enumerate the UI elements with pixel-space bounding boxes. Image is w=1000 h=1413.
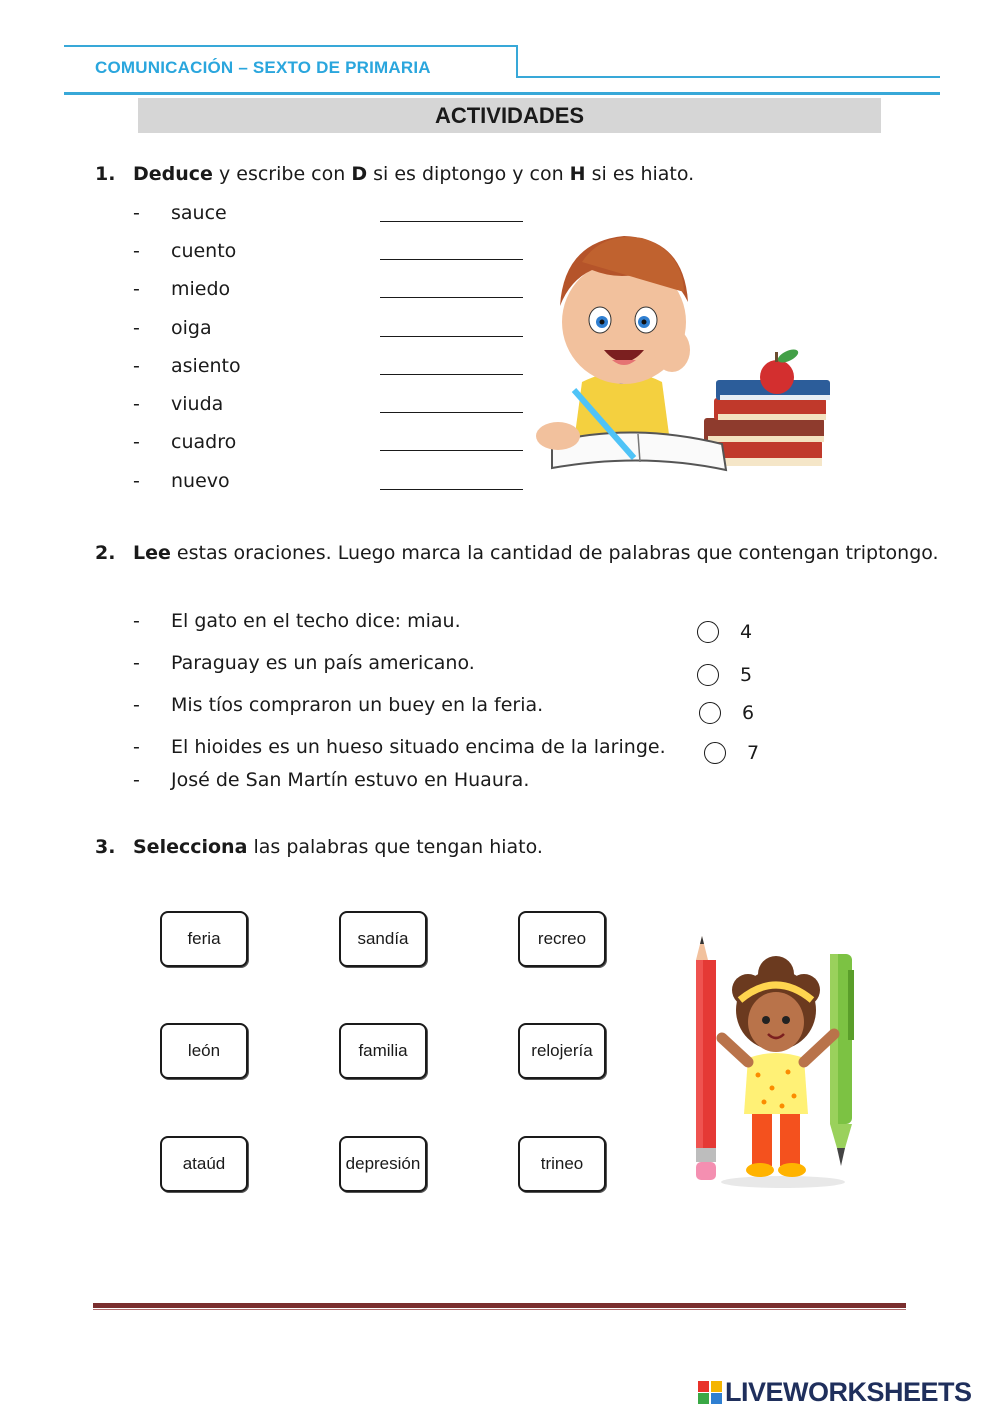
- option-radio[interactable]: [697, 664, 719, 686]
- answer-blank[interactable]: [380, 297, 523, 298]
- list-dash: -: [133, 240, 140, 262]
- boy-studying-illustration: [512, 222, 834, 484]
- sentence-item: [133, 736, 673, 760]
- list-dash: -: [133, 393, 140, 415]
- question-number: 1.: [95, 163, 116, 185]
- word-item: [133, 470, 533, 494]
- question-3: [95, 836, 795, 858]
- section-title: ACTIVIDADES: [434, 102, 585, 128]
- word-chip[interactable]: feria: [160, 911, 248, 967]
- answer-blank[interactable]: [380, 489, 523, 490]
- option-label: 6: [742, 702, 755, 724]
- word-chip[interactable]: relojería: [518, 1023, 606, 1079]
- word-item: [133, 355, 533, 379]
- girl-with-pencils-illustration: [688, 930, 878, 1192]
- list-dash: -: [133, 317, 140, 339]
- sentence-item: [133, 652, 673, 676]
- question-1-instruction: Deduce y escribe con D si es diptongo y con H si es hiato.: [133, 163, 695, 185]
- option-label: 5: [740, 664, 753, 686]
- option-radio[interactable]: [697, 621, 719, 643]
- question-2: [95, 542, 939, 564]
- word-chip[interactable]: recreo: [518, 911, 606, 967]
- word-item: [133, 240, 533, 264]
- word-chip[interactable]: ataúd: [160, 1136, 248, 1192]
- word-item: [133, 431, 533, 455]
- word-chip[interactable]: familia: [339, 1023, 427, 1079]
- header-line-top: [64, 45, 518, 47]
- header-line-step: [516, 45, 518, 78]
- word-item: [133, 393, 533, 417]
- word-chip[interactable]: trineo: [518, 1136, 606, 1192]
- answer-blank[interactable]: [380, 412, 523, 413]
- word-item: [133, 202, 533, 226]
- liveworksheets-logo-icon: [698, 1381, 722, 1405]
- sentence-item: [133, 769, 673, 793]
- header-line-right: [516, 76, 940, 78]
- sentence-text: El hioides es un hueso situado encima de la laringe.: [171, 736, 666, 758]
- course-title: COMUNICACIÓN – SEXTO DE PRIMARIA: [95, 58, 431, 77]
- list-dash: -: [133, 610, 140, 632]
- sentence-text: Paraguay es un país americano.: [171, 652, 475, 674]
- list-dash: -: [133, 736, 140, 758]
- word-item: [133, 317, 533, 341]
- answer-blank[interactable]: [380, 221, 523, 222]
- word-text: cuadro: [171, 431, 237, 453]
- word-chip[interactable]: sandía: [339, 911, 427, 967]
- list-dash: -: [133, 769, 140, 791]
- sentence-text: José de San Martín estuvo en Huaura.: [171, 769, 530, 791]
- sentence-item: [133, 694, 673, 718]
- header-line-bottom: [64, 92, 940, 95]
- question-number: 3.: [95, 836, 116, 858]
- section-banner: [138, 98, 881, 133]
- footer-divider: [93, 1303, 906, 1308]
- word-text: viuda: [171, 393, 224, 415]
- sentence-text: Mis tíos compraron un buey en la feria.: [171, 694, 544, 716]
- answer-blank[interactable]: [380, 336, 523, 337]
- list-dash: -: [133, 355, 140, 377]
- list-dash: -: [133, 652, 140, 674]
- word-text: miedo: [171, 278, 231, 300]
- word-text: oiga: [171, 317, 212, 339]
- word-chip[interactable]: león: [160, 1023, 248, 1079]
- brand-name: LIVEWORKSHEETS: [725, 1377, 972, 1407]
- word-text: sauce: [171, 202, 227, 224]
- option-radio[interactable]: [699, 702, 721, 724]
- footer-divider-shadow: [93, 1309, 906, 1310]
- list-dash: -: [133, 694, 140, 716]
- answer-blank[interactable]: [380, 374, 523, 375]
- option-label: 4: [740, 621, 753, 643]
- option-label: 7: [747, 742, 760, 764]
- question-number: 2.: [95, 542, 116, 564]
- answer-blank[interactable]: [380, 259, 523, 260]
- list-dash: -: [133, 278, 140, 300]
- list-dash: -: [133, 470, 140, 492]
- question-2-instruction: Lee estas oraciones. Luego marca la cantidad de palabras que contengan triptongo.: [133, 542, 939, 564]
- option-radio[interactable]: [704, 742, 726, 764]
- answer-blank[interactable]: [380, 450, 523, 451]
- list-dash: -: [133, 202, 140, 224]
- sentence-text: El gato en el techo dice: miau.: [171, 610, 461, 632]
- word-text: nuevo: [171, 470, 230, 492]
- word-text: cuento: [171, 240, 237, 262]
- liveworksheets-brand: [698, 1377, 972, 1408]
- sentence-item: [133, 610, 673, 634]
- question-3-instruction: Selecciona las palabras que tengan hiato.: [133, 836, 543, 858]
- question-1: [95, 163, 895, 185]
- list-dash: -: [133, 431, 140, 453]
- word-chip[interactable]: depresión: [339, 1136, 427, 1192]
- word-item: [133, 278, 533, 302]
- word-text: asiento: [171, 355, 241, 377]
